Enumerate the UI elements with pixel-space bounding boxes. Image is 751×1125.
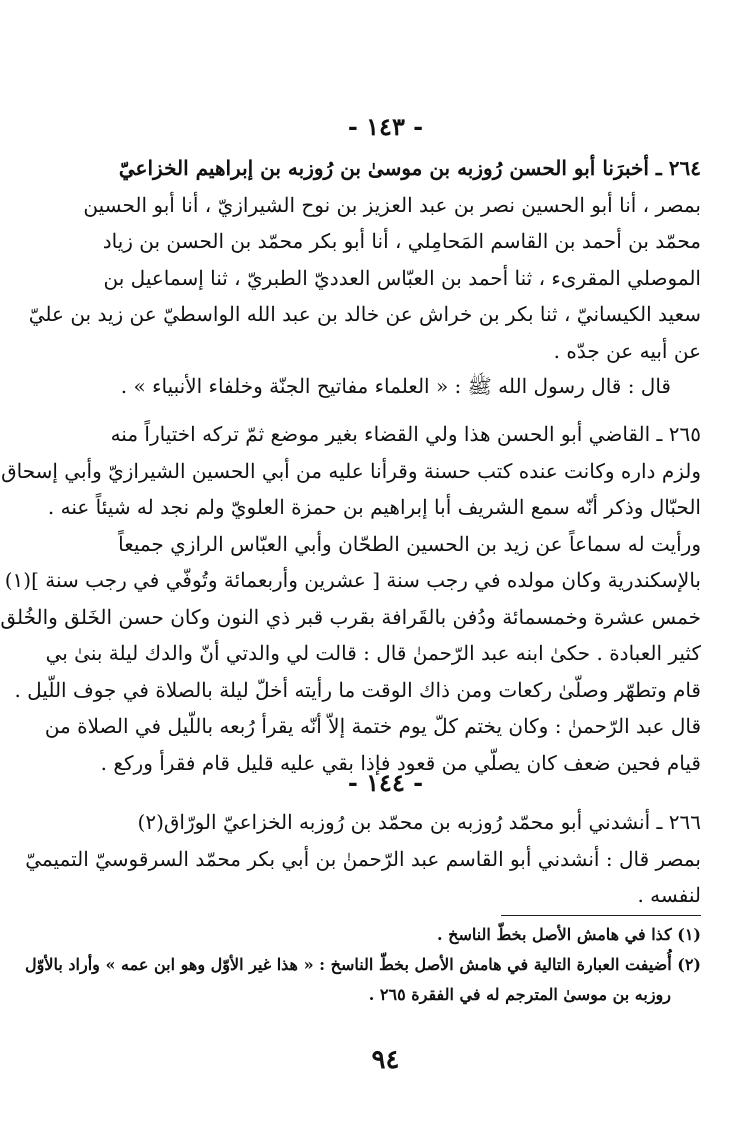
entry-265-line-4: ورأيت له سماعاً عن زيد بن الحسين الطحّان وأبي العبّاس الرازي جميعاً (118, 531, 701, 556)
entry-265-line-8: قام وتطهّر وصلّىٰ ركعات ومن ذاك الوقت ما رأيته أخلّ ليلة بالصلاة في جوف اللّيل . (14, 677, 701, 702)
entry-number-143: - ١٤٣ - (347, 112, 424, 141)
entry-264-line-4: الموصلي المقرىء ، ثنا أحمد بن العبّاس العدديّ الطبريّ ، ثنا إسماعيل بن (103, 265, 701, 290)
footnote-2-line-1: (٢) أُضيفت العبارة التالية في هامش الأصل بخطّ الناسخ : « هذا غير الأوّل وهو ابن عمه » وأراد بالأوّل (25, 955, 701, 974)
entry-265-line-2: ولزم داره وكانت عنده كتب حسنة وقرأنا عليه من أبي الحسين الشيرازيّ وأبي إسحاق (1, 458, 701, 483)
entry-265-line-3: الحبّال وذكر أنّه سمع الشريف أبا إبراهيم بن حمزة العلويّ ولم نجد له شيئاً عنه . (47, 495, 701, 519)
entry-264-line-6: عن أبيه عن جدّه . (553, 338, 701, 363)
entry-266-line-3: لنفسه . (637, 883, 701, 907)
entry-265-line-5: بالإسكندرية وكان مولده في رجب سنة [ عشرين وأربعمائة وتُوفّي في رجب سنة ](١) (4, 568, 701, 592)
entry-265 (0, 416, 701, 781)
footnotes (25, 920, 701, 1010)
entry-265-line-10: قيام فحين ضعف كان يصلّي من قعود فإذا بقي عليه قليل قام فقرأ وركع . (100, 750, 701, 775)
entry-264-line-2: بمصر ، أنا أبو الحسين نصر بن عبد العزيز بن نوح الشيرازيّ ، أنا أبو الحسين (83, 192, 701, 217)
entry-266-line-2: بمصر قال : أنشدني أبو القاسم عبد الرّحمنٰ بن أبي بكر محمّد السرقوسيّ التميميّ (25, 846, 701, 871)
footnote-rule (501, 915, 701, 916)
entry-number-144: - ١٤٤ - (347, 768, 424, 797)
entry-264-line-5: سعيد الكيسانيّ ، ثنا بكر بن خراش عن خالد بن عبد الله الواسطيّ عن زيد بن عليّ (28, 302, 701, 326)
entry-264 (28, 150, 701, 369)
entry-266 (25, 804, 701, 914)
entry-265-line-7: كثير العبادة . حكىٰ ابنه عبد الرّحمنٰ قال : قالت لي والدتي أنّ والدك ليلة بنىٰ بي (45, 641, 701, 665)
footnote-2-line-2: روزبه بن موسىٰ المترجم له في الفقرة ٢٦٥ . (368, 985, 671, 1004)
hadith-quote (65, 368, 701, 405)
entry-265-line-9: قال عبد الرّحمنٰ : وكان يختم كلّ يوم ختمة إلاّ أنّه يقرأ رُبعه باللّيل في الصلاة من (44, 714, 701, 738)
entry-265-line-1: ٢٦٥ ـ القاضي أبو الحسن هذا ولي القضاء بغير موضع ثمّ تركه اختياراً منه (110, 422, 701, 446)
entry-266-line-1: ٢٦٦ ـ أنشدني أبو محمّد رُوزبه بن محمّد بن رُوزبه الخزاعيّ الورّاق(٢) (137, 810, 701, 834)
page-number: ٩٤ (371, 1045, 400, 1075)
entry-264-line-3: محمّد بن أحمد بن القاسم المَحامِلي ، أنا أبو بكر محمّد بن الحسن بن زياد (102, 229, 701, 253)
entry-264-line-1: ٢٦٤ ـ أخبرَنا أبو الحسن رُوزبه بن موسىٰ بن رُوزبه بن إبراهيم الخزاعيّ (118, 156, 701, 180)
hadith-text: قال : قال رسول الله ﷺ : « العلماء مفاتيح الجنّة وخلفاء الأنبياء » . (120, 374, 671, 398)
footnote-1: (١) كذا في هامش الأصل بخطّ الناسخ . (436, 925, 701, 944)
entry-265-line-6: خمس عشرة وخمسمائة ودُفن بالقَرافة بقرب قبر ذي النون وكان حسن الخَلق والخُلق (0, 604, 701, 629)
